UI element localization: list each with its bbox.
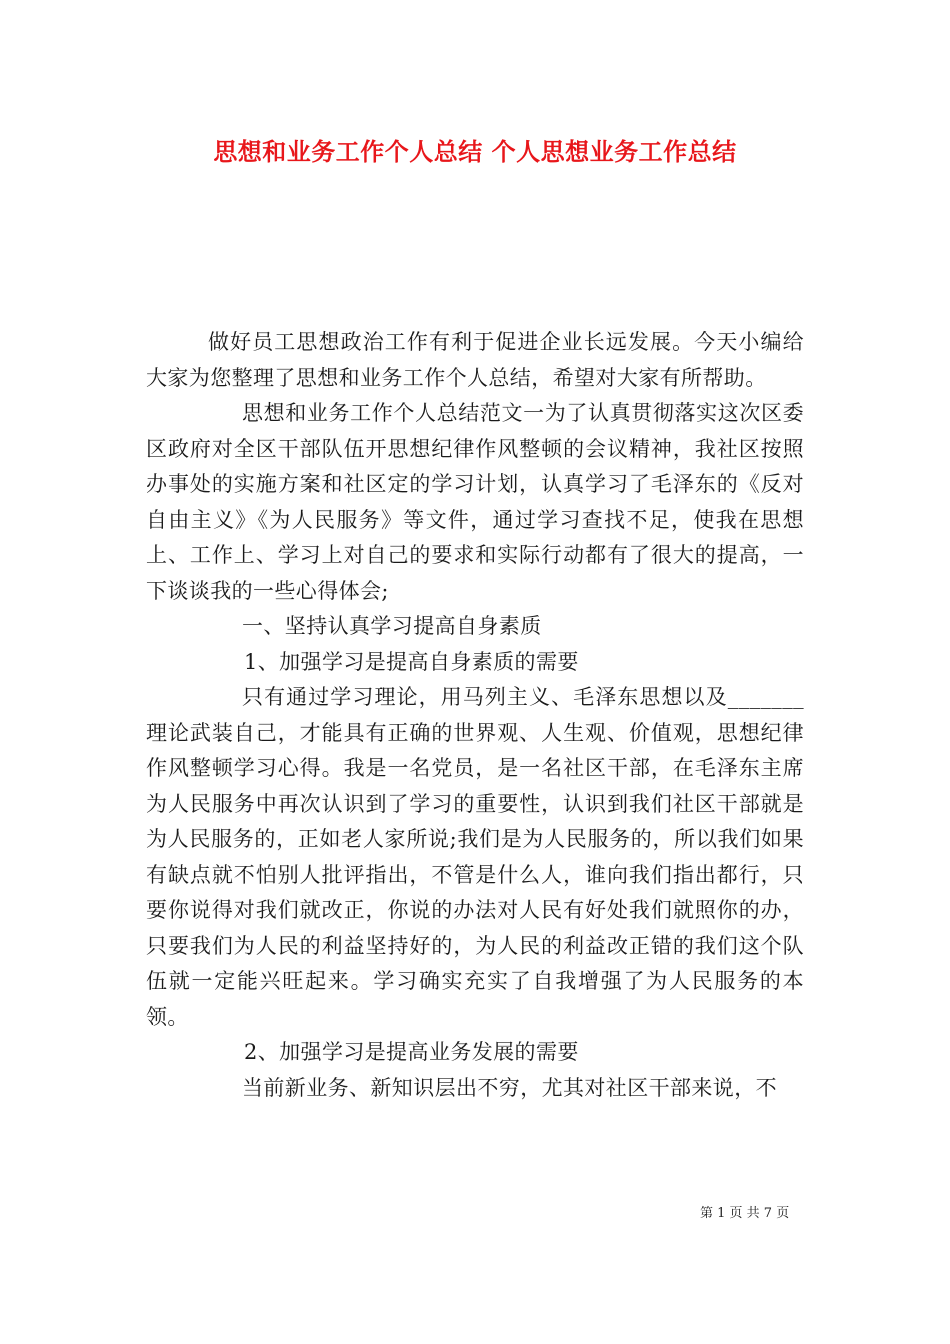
body-paragraph: 当前新业务、新知识层出不穷，尤其对社区干部来说，不 xyxy=(242,1075,777,1100)
document-body xyxy=(146,325,804,1106)
subsection-heading: 1、加强学习是提高自身素质的需要 xyxy=(244,649,579,674)
document-title: 思想和业务工作个人总结 个人思想业务工作总结 xyxy=(213,137,737,166)
page-number: 第 1 页 共 7 页 xyxy=(700,1206,790,1221)
intro-paragraph: 做好员工思想政治工作有利于促进企业长远发展。今天小编给大家为您整理了思想和业务工作个人总结，希望对大家有所帮助。 xyxy=(146,330,804,390)
body-paragraph: 只有通过学习理论，用马列主义、毛泽东思想以及_______理论武装自己，才能具有正确的世界观、人生观、价值观，思想纪律作风整顿学习心得。我是一名党员，是一名社区干部，在毛泽东主席为人民服务中再次认识到了学习的重要性，认识到我们社区干部就是为人民服务的，正如老人家所说;我们是为人民服务的，所以我们如果有缺点就不怕别人批评指出，不管是什么人，谁向我们指出都行，只要你说得对我们就改正，你说的办法对人民有好处我们就照你的办，只要我们为人民的利益坚持好的，为人民的利益改正错的我们这个队伍就一定能兴旺起来。学习确实充实了自我增强了为人民服务的本领。 xyxy=(146,685,804,1029)
subsection-heading: 2、加强学习是提高业务发展的需要 xyxy=(244,1040,579,1064)
section-heading: 一、坚持认真学习提高自身素质 xyxy=(242,614,542,638)
body-paragraph: 思想和业务工作个人总结范文一为了认真贯彻落实这次区委区政府对全区干部队伍开思想纪律作风整顿的会议精神，我社区按照办事处的实施方案和社区定的学习计划，认真学习了毛泽东的《反对自由主义》《为人民服务》等文件，通过学习查找不足，使我在思想上、工作上、学习上对自己的要求和实际行动都有了很大的提高，一下谈谈我的一些心得体会; xyxy=(146,401,804,603)
